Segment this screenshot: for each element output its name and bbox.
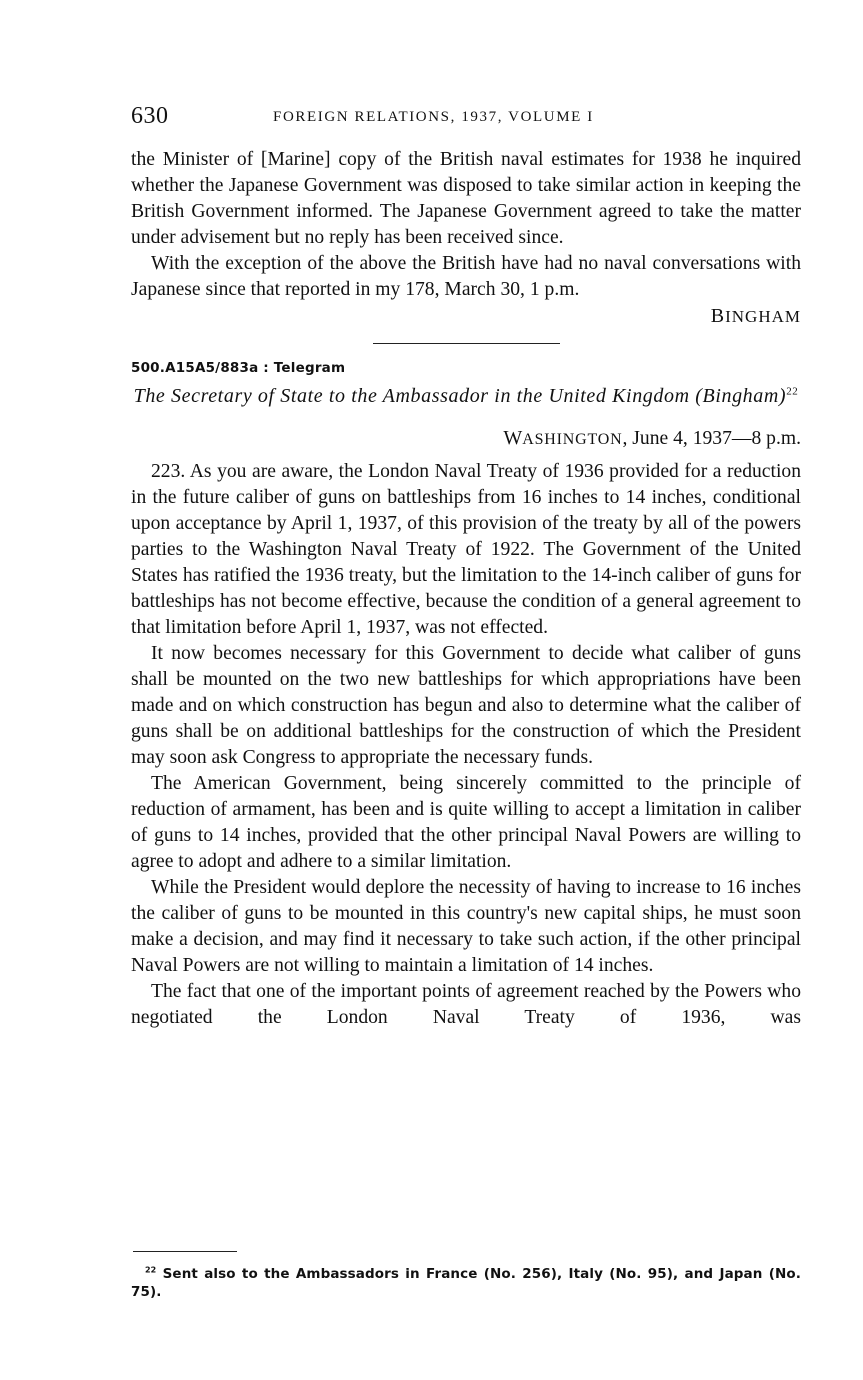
dateline-place: ASHINGTON [522,431,623,448]
telegram-paragraph-2: It now becomes necessary for this Government to decide what caliber of guns shall be mounted on the two new battleships for which appropriations have been made and on which construction has begun and also to determine what the caliber of guns shall be on additional battleships for the construction of which the President may soon ask Congress to appropriate the necessary funds. [131,643,801,768]
footnote [131,1265,801,1301]
running-head: FOREIGN RELATIONS, 1937, VOLUME I [273,109,594,125]
document-title-text: The Secretary of State to the Ambassador in the United Kingdom (Bingham) [133,385,787,407]
continuation-paragraph-1: the Minister of [Marine] copy of the British naval estimates for 1938 he inquired whether the Japanese Government was disposed to take similar action in keeping the British Government informed. The Japanese Government agreed to take the matter under advisement but no reply has been received since. [131,149,801,248]
signature-initial: B [710,305,726,327]
footnote-marker: 22 [145,1265,157,1275]
telegram-paragraph-3: The American Government, being sincerely committed to the principle of reduction of armament, has been and is quite willing to accept a limitation in caliber of guns to 14 inches, provided that the other principal Naval Powers are willing to agree to adopt and adhere to a similar limitation. [131,773,801,872]
telegram-paragraph-5: The fact that one of the important points of agreement reached by the Powers who negotiated the London Naval Treaty of 1936, was [131,981,801,1028]
signature-rest: INGHAM [725,307,801,326]
continuation-paragraph-2: With the exception of the above the British have had no naval conversations with Japanese since that reported in my 178, March 30, 1 p.m. [131,253,801,300]
body-text [131,147,801,1031]
page-number: 630 [131,103,169,129]
footnote-rule [133,1251,237,1252]
section-divider [373,343,560,344]
dateline-place-initial: W [503,427,523,449]
telegram-paragraph-1: 223. As you are aware, the London Naval Treaty of 1936 provided for a reduction in the future caliber of guns on battleships from 16 inches to 14 inches, conditional upon acceptance by April 1, 1937, of this provision of the treaty by all of the powers parties to the Washington Naval Treaty of 1922. The Government of the United States has ratified the 1936 treaty, but the limitation to the 14-inch caliber of guns for battleships has not become effective, because the condition of a general agreement to that limitation before April 1, 1937, was not effected. [131,461,801,638]
title-footnote-ref: 22 [786,385,799,398]
file-reference: 500.A15A5/883a : Telegram [131,360,346,376]
telegram-paragraph-4: While the President would deplore the necessity of having to increase to 16 inches the caliber of guns to be mounted in this country's new capital ships, he must soon make a decision, and may find it necessary to take such action, if the other principal Naval Powers are not willing to maintain a limitation of 14 inches. [131,877,801,976]
document-title [131,383,801,409]
page-header [131,103,801,129]
dateline-date: , June 4, 1937—8 p.m. [622,428,801,449]
signature [131,303,801,330]
dateline [131,425,801,453]
footnote-text: Sent also to the Ambassadors in France (No. 256), Italy (No. 95), and Japan (No. 75). [131,1266,801,1300]
